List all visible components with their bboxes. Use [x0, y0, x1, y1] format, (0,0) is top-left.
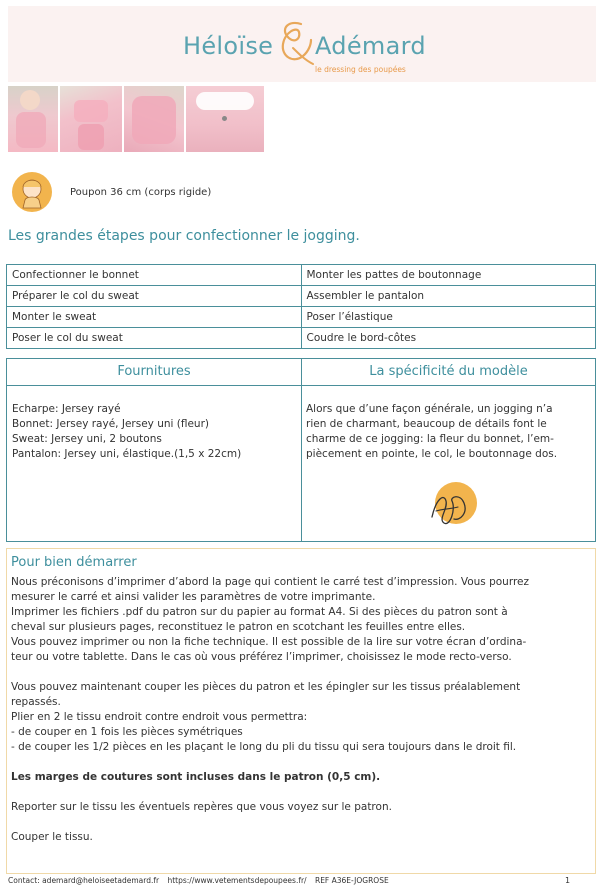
footer-url[interactable]: https://www.vetementsdepoupees.fr/	[167, 876, 307, 885]
text-line: cheval sur plusieurs pages, reconstituez le patron en scotchant les feuilles entre elles.	[11, 621, 466, 633]
spacer	[11, 665, 589, 680]
brand-name-right: Adémard	[315, 32, 426, 60]
list-item: Pantalon: Jersey uni, élastique.(1,5 x 22cm)	[12, 448, 242, 460]
text-line: Imprimer les fichiers .pdf du patron sur du papier au format A4. Si des pièces du patron sont à	[11, 606, 508, 618]
list-item: Bonnet: Jersey rayé, Jersey uni (fleur)	[12, 418, 210, 430]
text-line: teur ou votre tablette. Dans le cas où vous préférez l’imprimer, choisissez le mode recto-verso.	[11, 651, 512, 663]
text-line: - de couper les 1/2 pièces en les plaçant le long du pli du tissu qui sera toujours dans le droit fil.	[11, 741, 517, 753]
fournitures-box	[7, 359, 301, 541]
divider	[7, 385, 301, 386]
list-item: Echarpe: Jersey rayé	[12, 403, 121, 415]
photo-strip	[8, 86, 264, 152]
step-cell: Coudre le bord-côtes	[301, 328, 596, 349]
footer-ref: REF A36E-JOGROSE	[314, 876, 389, 885]
info-boxes	[6, 358, 596, 542]
spacer	[11, 785, 589, 800]
doll-face-icon	[12, 172, 52, 212]
table-row	[7, 328, 596, 349]
text-line: Vous pouvez maintenant couper les pièces du patron et les épingler sur les tissus préalablement	[11, 681, 521, 693]
text-line: Couper le tissu.	[11, 831, 93, 843]
collar-photo	[186, 86, 264, 152]
table-row	[7, 265, 596, 286]
step-cell: Poser l’élastique	[301, 307, 596, 328]
doll-size-label: Poupon 36 cm (corps rigide)	[70, 187, 212, 198]
text-line: Alors que d’une façon générale, un jogging n’a	[306, 403, 553, 415]
spacer	[11, 815, 589, 830]
divider	[302, 385, 595, 386]
list-item: Sweat: Jersey uni, 2 boutons	[12, 433, 162, 445]
ha-monogram-icon	[422, 479, 480, 531]
text-line: - de couper en 1 fois les pièces symétriques	[11, 726, 243, 738]
ampersand-icon	[271, 18, 317, 70]
table-row	[7, 286, 596, 307]
brand-tagline: le dressing des poupées	[315, 65, 406, 74]
step-cell: Préparer le col du sweat	[7, 286, 302, 307]
steps-title: Les grandes étapes pour confectionner le jogging.	[8, 228, 360, 244]
footer-contact[interactable]: Contact: ademard@heloiseetademard.fr	[8, 876, 160, 885]
sweat-photo	[124, 86, 184, 152]
doll-photo	[8, 86, 58, 152]
getting-started-box	[6, 548, 596, 874]
brand-logo	[183, 22, 443, 72]
header-banner	[8, 6, 596, 82]
specificite-text	[306, 402, 589, 462]
text-line: rien de charmant, beaucoup de détails font le	[306, 418, 547, 430]
step-cell: Assembler le pantalon	[301, 286, 596, 307]
jogging-photo	[60, 86, 122, 152]
text-line: Vous pouvez imprimer ou non la fiche technique. Il est possible de la lire sur votre écran d’ordina-	[11, 636, 527, 648]
text-line: piècement en pointe, le col, le boutonnage dos.	[306, 448, 558, 460]
step-cell: Confectionner le bonnet	[7, 265, 302, 286]
footer	[8, 876, 596, 885]
step-cell: Poser le col du sweat	[7, 328, 302, 349]
getting-started-title: Pour bien démarrer	[11, 555, 137, 570]
specificite-box	[301, 359, 595, 541]
text-line: Reporter sur le tissu les éventuels repères que vous voyez sur le patron.	[11, 801, 392, 813]
fournitures-list	[12, 402, 241, 462]
text-line: repassés.	[11, 696, 61, 708]
page-number: 1	[565, 876, 571, 885]
table-row	[7, 307, 596, 328]
specificite-title: La spécificité du modèle	[369, 364, 528, 379]
getting-started-text	[11, 575, 589, 845]
step-cell: Monter les pattes de boutonnage	[301, 265, 596, 286]
steps-table	[6, 264, 596, 349]
brand-name-left: Héloïse	[183, 32, 274, 60]
text-line: charme de ce jogging: la fleur du bonnet, l’em-	[306, 433, 554, 445]
spacer	[11, 755, 589, 770]
fournitures-title: Fournitures	[117, 364, 191, 379]
text-line: Nous préconisons d’imprimer d’abord la page qui contient le carré test d’impression. Vous pourrez	[11, 576, 530, 588]
step-cell: Monter le sweat	[7, 307, 302, 328]
text-line: mesurer le carré et ainsi valider les paramètres de votre imprimante.	[11, 591, 376, 603]
text-line: Les marges de coutures sont incluses dans le patron (0,5 cm).	[11, 771, 381, 783]
text-line: Plier en 2 le tissu endroit contre endroit vous permettra:	[11, 711, 308, 723]
